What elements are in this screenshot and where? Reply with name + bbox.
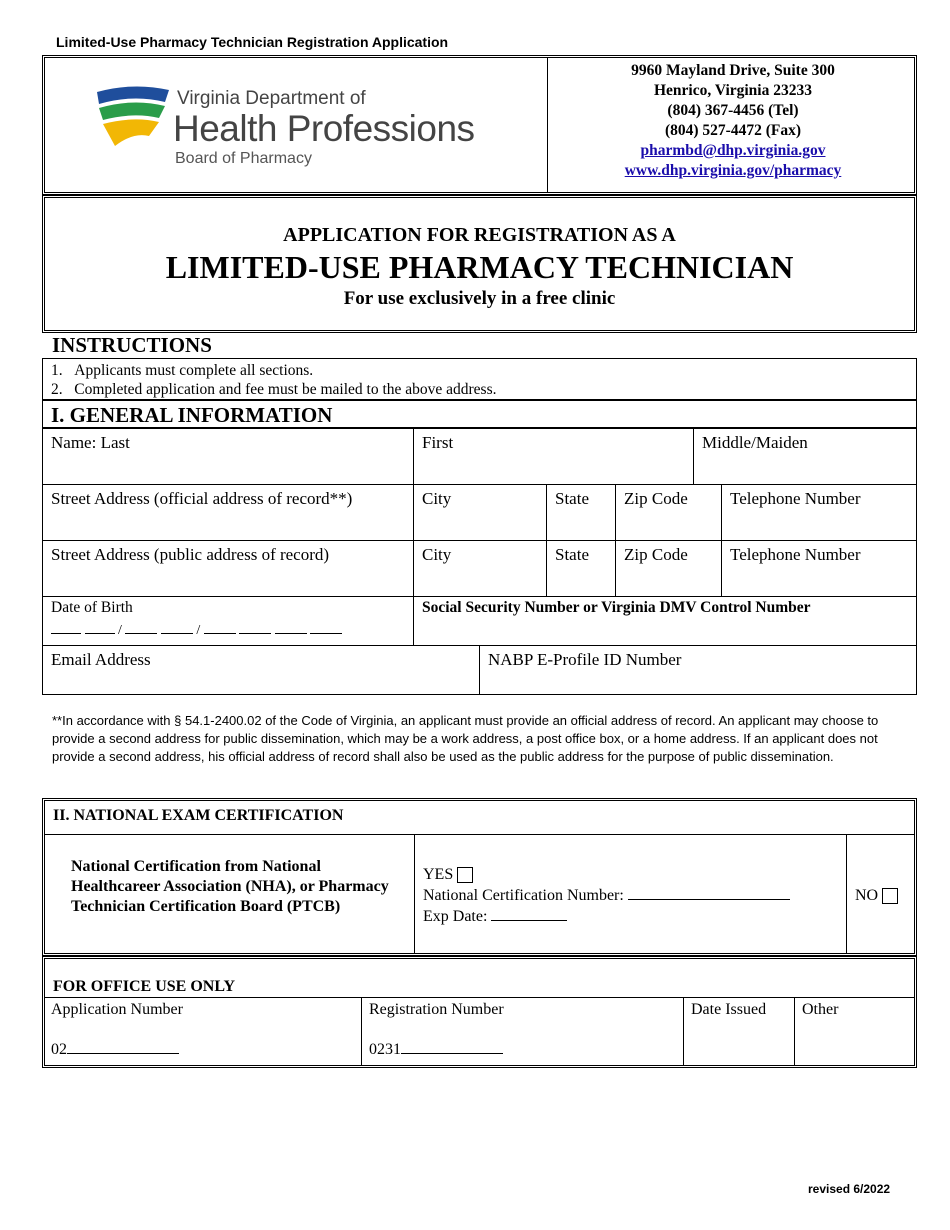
no-label: NO [855,887,879,904]
title-line1: APPLICATION FOR REGISTRATION AS A [283,224,676,246]
official-street-field[interactable]: Street Address (official address of record**) [42,484,414,541]
public-street-field[interactable]: Street Address (public address of record) [42,540,414,597]
date-issued-label: Date Issued [691,1001,767,1018]
dhp-logo-icon [93,82,173,152]
other-label: Other [802,1001,839,1018]
public-telephone-field[interactable]: Telephone Number [721,540,917,597]
first-name-field[interactable]: First [413,428,694,485]
application-number-label: Application Number [51,1001,183,1018]
instructions-list [42,358,917,400]
registration-number-field[interactable]: 0231 [369,1039,503,1059]
nabp-id-field[interactable]: NABP E-Profile ID Number [479,645,917,695]
yes-checkbox[interactable] [457,867,473,883]
contact-fax: (804) 527-4472 (Fax) [664,122,802,139]
contact-email-link[interactable]: pharmbd@dhp.virginia.gov [640,142,826,159]
yes-label: YES [423,866,454,883]
logo-line1: Virginia Department of [177,88,366,109]
contact-block [549,61,917,181]
last-name-field[interactable]: Name: Last [42,428,414,485]
date-of-birth-field[interactable]: Date of Birth / / [42,596,414,646]
cert-number-input[interactable] [628,885,790,900]
cert-number-label: National Certification Number: [423,887,624,904]
letterhead-box [42,55,917,195]
office-heading: FOR OFFICE USE ONLY [53,978,236,995]
middle-name-field[interactable]: Middle/Maiden [693,428,917,485]
revision-date: revised 6/2022 [808,1182,891,1196]
exp-date-label: Exp Date: [423,908,488,925]
instruction-item: 1. Applicants must complete all sections. [51,362,314,379]
page-title: LIMITED-USE PHARMACY TECHNICIAN [165,249,794,285]
document-header: Limited-Use Pharmacy Technician Registration Application [56,34,449,50]
contact-website-link[interactable]: www.dhp.virginia.gov/pharmacy [624,162,842,179]
exam-section [42,798,917,956]
office-use-section [42,956,917,1068]
official-zip-field[interactable]: Zip Code [615,484,722,541]
dob-blanks: / / [51,619,405,639]
registration-number-label: Registration Number [369,1001,504,1018]
logo-line2: Health Professions [173,108,475,149]
public-state-field[interactable]: State [546,540,616,597]
general-heading: I. GENERAL INFORMATION [42,400,917,428]
exp-date-input[interactable] [491,906,567,921]
email-field[interactable]: Email Address [42,645,480,695]
instructions-heading: INSTRUCTIONS [52,333,212,357]
address-footnote: **In accordance with § 54.1-2400.02 of the Code of Virginia, an applicant must provide an official address of record. An applicant may choose to provide a second address for public dissemination, which may be a work address, a post office box, or a home address. If an applicant does not provide a second address, his official address of record shall also be used as the public address for the purpose of public dissemination. [52,713,879,764]
contact-tel: (804) 367-4456 (Tel) [667,102,799,119]
title-box [42,195,917,333]
logo-line3: Board of Pharmacy [175,150,312,167]
public-zip-field[interactable]: Zip Code [615,540,722,597]
application-number-field[interactable]: 02 [51,1039,179,1059]
exam-no-block [855,887,898,905]
official-city-field[interactable]: City [413,484,547,541]
contact-address2: Henrico, Virginia 23233 [653,82,812,99]
ssn-field[interactable]: Social Security Number or Virginia DMV Control Number [413,596,917,646]
exam-description: National Certification from National Healthcareer Association (NHA), or Pharmacy Technician Certification Board (PTCB) [71,858,389,915]
contact-address1: 9960 Mayland Drive, Suite 300 [631,62,835,79]
exam-yes-block [423,865,790,927]
no-checkbox[interactable] [882,888,898,904]
public-city-field[interactable]: City [413,540,547,597]
official-telephone-field[interactable]: Telephone Number [721,484,917,541]
title-subtitle: For use exclusively in a free clinic [343,288,616,309]
exam-heading: II. NATIONAL EXAM CERTIFICATION [53,807,344,824]
instruction-item: 2. Completed application and fee must be mailed to the above address. [51,381,497,398]
official-state-field[interactable]: State [546,484,616,541]
